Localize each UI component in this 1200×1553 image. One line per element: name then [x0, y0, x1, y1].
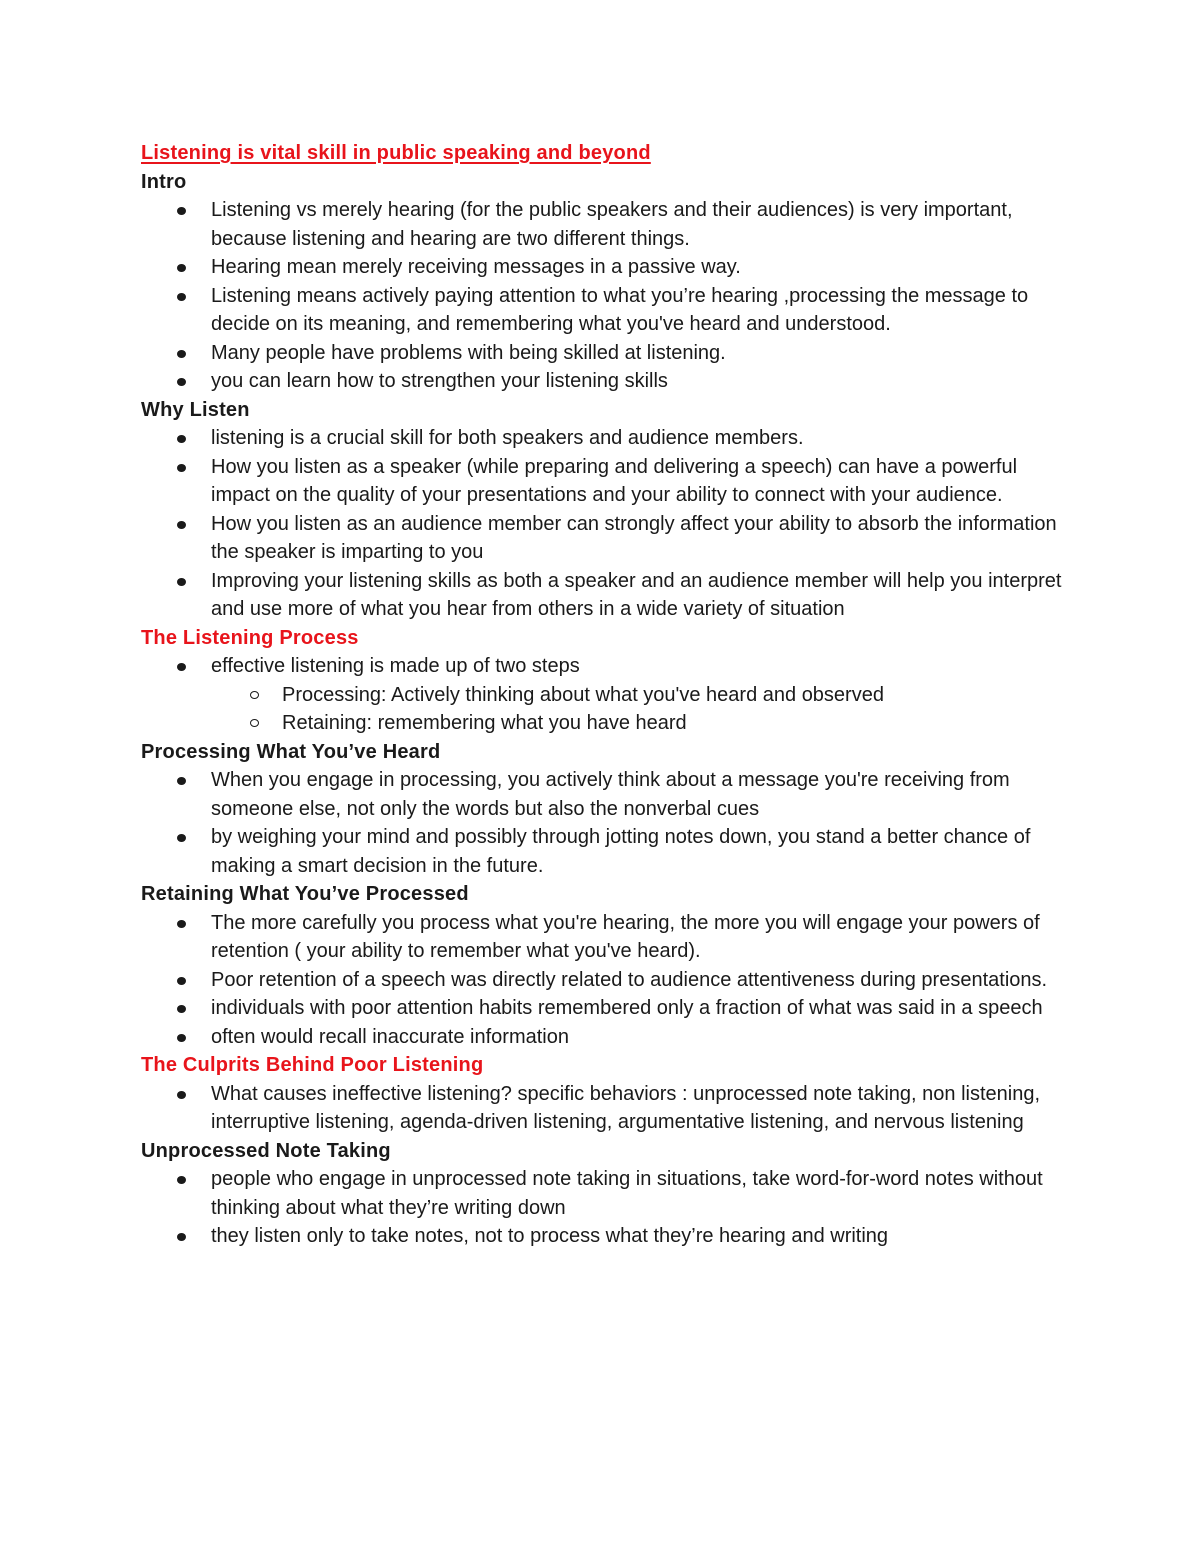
bullet-icon — [177, 920, 186, 928]
culprits-list — [141, 1080, 1071, 1137]
bullet-icon — [177, 777, 186, 785]
bullet-icon — [177, 1233, 186, 1241]
list-item: people who engage in unprocessed note taking in situations, take word-for-word notes without thinking about what they’re writing down — [141, 1165, 1071, 1222]
heading-why-listen: Why Listen — [141, 398, 250, 421]
bullet-icon — [177, 663, 186, 671]
list-item: Many people have problems with being skilled at listening. — [141, 339, 1071, 368]
list-item: you can learn how to strengthen your listening skills — [141, 367, 1071, 396]
document-title: Listening is vital skill in public speaking and beyond — [141, 142, 651, 164]
bullet-icon — [177, 834, 186, 842]
bullet-icon — [177, 1091, 186, 1099]
list-item: by weighing your mind and possibly through jotting notes down, you stand a better chance of making a smart decision in the future. — [141, 823, 1071, 880]
bullet-icon — [177, 1034, 186, 1042]
list-item: How you listen as an audience member can strongly affect your ability to absorb the information the speaker is imparting to you — [141, 510, 1071, 567]
bullet-icon — [177, 1005, 186, 1013]
why-listen-list — [141, 424, 1071, 624]
list-item: When you engage in processing, you actively think about a message you're receiving from someone else, not only the words but also the nonverbal cues — [141, 766, 1071, 823]
list-item: How you listen as a speaker (while preparing and delivering a speech) can have a powerful impact on the quality of your presentations and your ability to connect with your audience. — [141, 453, 1071, 510]
bullet-icon — [177, 521, 186, 529]
intro-list — [141, 196, 1071, 396]
list-item: listening is a crucial skill for both speakers and audience members. — [141, 424, 1071, 453]
bullet-icon — [177, 578, 186, 586]
bullet-icon — [177, 264, 186, 272]
bullet-icon — [177, 464, 186, 472]
heading-processing: Processing What You’ve Heard — [141, 740, 441, 763]
listening-process-list — [141, 652, 1071, 681]
heading-listening-process: The Listening Process — [141, 626, 359, 649]
bullet-icon — [177, 378, 186, 386]
list-item: they listen only to take notes, not to process what they’re hearing and writing — [141, 1222, 1071, 1251]
list-item: Poor retention of a speech was directly related to audience attentiveness during presentations. — [141, 966, 1071, 995]
listening-process-sublist — [141, 681, 1071, 738]
bullet-icon — [177, 435, 186, 443]
list-item: Listening vs merely hearing (for the public speakers and their audiences) is very important, because listening and hearing are two different things. — [141, 196, 1071, 253]
sub-list-item: Processing: Actively thinking about what you've heard and observed — [141, 681, 1071, 710]
list-item: individuals with poor attention habits remembered only a fraction of what was said in a speech — [141, 994, 1071, 1023]
list-item: Listening means actively paying attention to what you’re hearing ,processing the message to decide on its meaning, and remembering what you've heard and understood. — [141, 282, 1071, 339]
heading-retaining: Retaining What You’ve Processed — [141, 883, 469, 905]
heading-unprocessed: Unprocessed Note Taking — [141, 1139, 391, 1162]
list-item: Hearing mean merely receiving messages in a passive way. — [141, 253, 1071, 282]
bullet-icon — [177, 350, 186, 358]
unprocessed-list — [141, 1165, 1071, 1251]
list-item: What causes ineffective listening? specific behaviors : unprocessed note taking, non listening, interruptive listening, agenda-driven listening, argumentative listening, and nervous listening — [141, 1080, 1071, 1137]
list-item: Improving your listening skills as both a speaker and an audience member will help you interpret and use more of what you hear from others in a wide variety of situation — [141, 567, 1071, 624]
list-item: The more carefully you process what you're hearing, the more you will engage your powers of retention ( your ability to remember what you've heard). — [141, 909, 1071, 966]
sub-list-item: Retaining: remembering what you have heard — [141, 709, 1071, 738]
bullet-icon — [177, 1176, 186, 1184]
bullet-icon — [177, 293, 186, 301]
retaining-list — [141, 909, 1071, 1052]
list-item: often would recall inaccurate information — [141, 1023, 1071, 1052]
hollow-bullet-icon — [250, 719, 259, 727]
processing-list — [141, 766, 1071, 880]
hollow-bullet-icon — [250, 691, 259, 699]
heading-intro: Intro — [141, 170, 187, 193]
bullet-icon — [177, 977, 186, 985]
list-item: effective listening is made up of two steps — [141, 652, 1071, 681]
bullet-icon — [177, 207, 186, 215]
heading-culprits: The Culprits Behind Poor Listening — [141, 1054, 484, 1076]
document-page — [141, 139, 1071, 1251]
